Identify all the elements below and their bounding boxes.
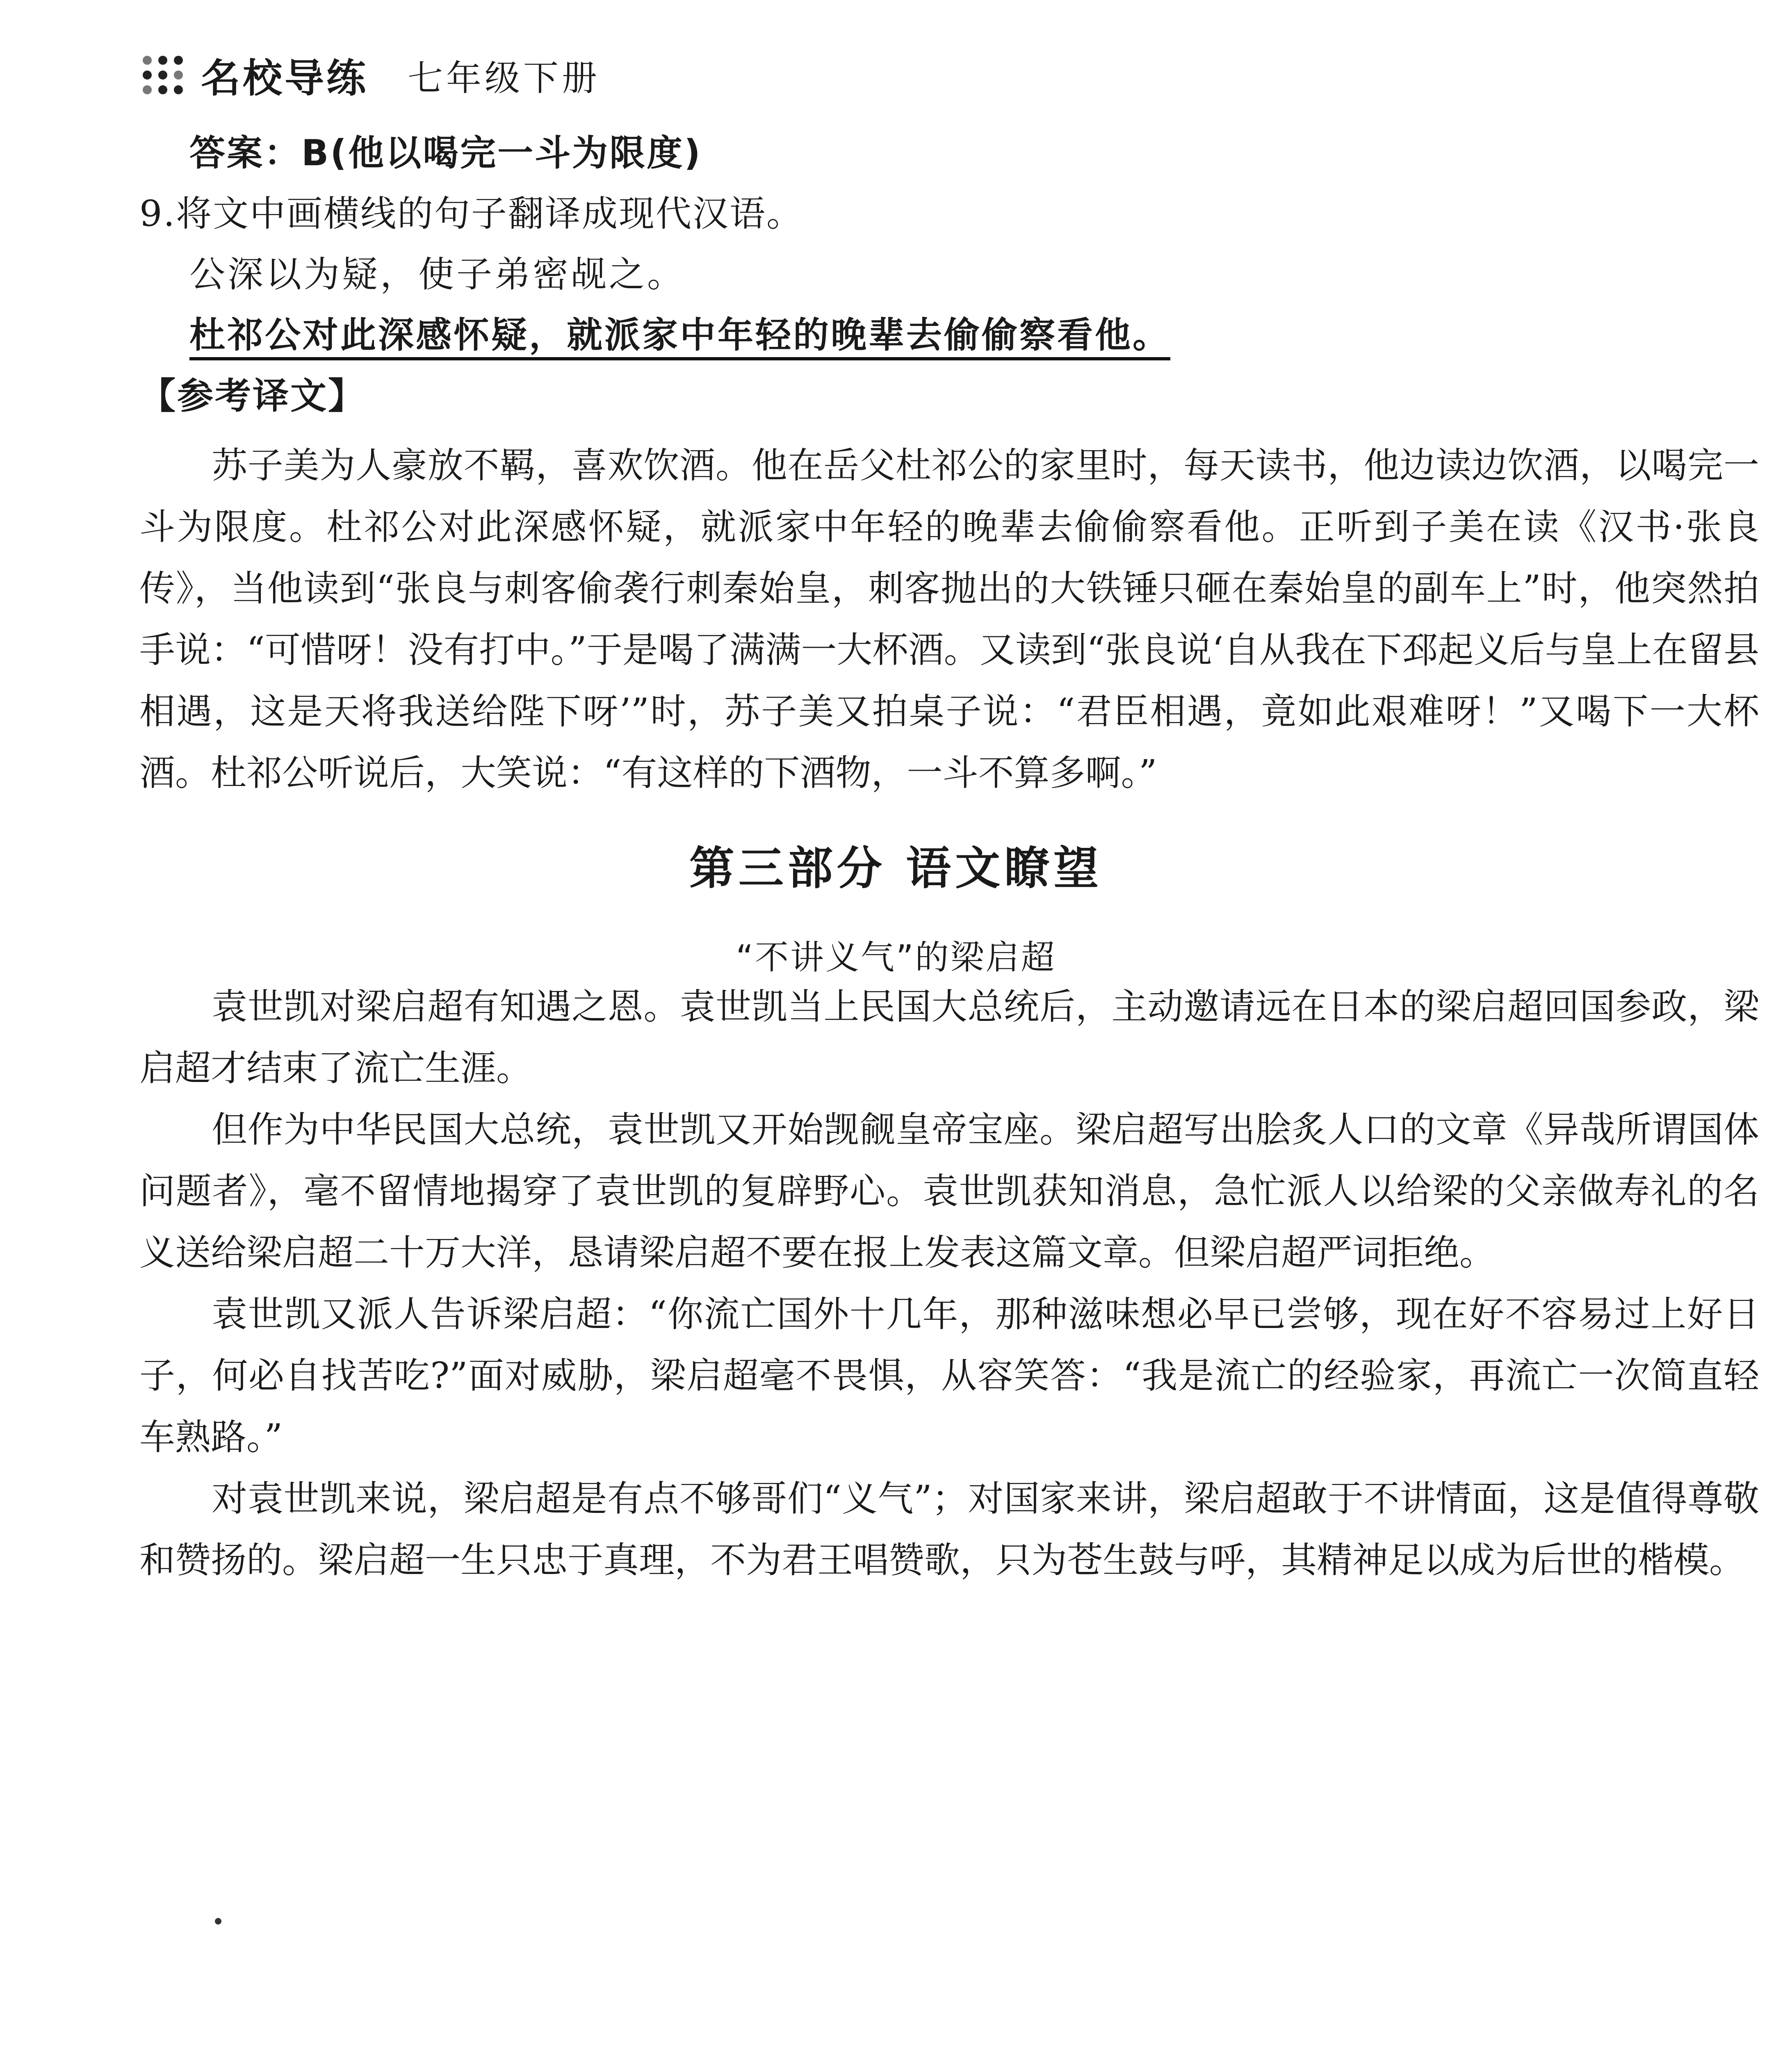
question-9-answer: 杜祁公对此深感怀疑，就派家中年轻的晚辈去偷偷察看他。 bbox=[189, 317, 1170, 360]
scan-speck bbox=[215, 1918, 221, 1925]
series-title: 名校导练 bbox=[201, 55, 368, 101]
grade-label: 七年级下册 bbox=[408, 58, 600, 99]
article-paragraph: 袁世凯对梁启超有知遇之恩。袁世凯当上民国大总统后，主动邀请远在日本的梁启超回国参政，梁启超才结束了流亡生涯。 bbox=[139, 986, 1759, 1089]
article-title: “不讲义气”的梁启超 bbox=[736, 938, 1056, 977]
dots-logo-icon bbox=[143, 56, 185, 94]
question-9-prompt: 9.将文中画横线的句子翻译成现代汉语。 bbox=[139, 193, 804, 235]
answer-line: 答案：B(他以喝完一斗为限度) bbox=[189, 132, 702, 174]
section-title: 第三部分 语文瞭望 bbox=[689, 842, 1103, 895]
reference-translation: 苏子美为人豪放不羁，喜欢饮酒。他在岳父杜祁公的家里时，每天读书，他边读边饮酒，以喝完一斗为限度。杜祁公对此深感怀疑，就派家中年轻的晚辈去偷偷察看他。正听到子美在读《汉书·张良传》，当他读到“张良与刺客偷袭行刺秦始皇，刺客抛出的大铁锤只砸在秦始皇的副车上”时，他突然拍手说：“可惜呀！没有打中。”于是喝了满满一大杯酒。又读到“张良说‘自从我在下邳起义后与皇上在留县相遇，这是天将我送给陛下呀’”时，苏子美又拍桌子说：“君臣相遇，竟如此艰难呀！”又喝下一大杯酒。杜祁公听说后，大笑说：“有这样的下酒物，一斗不算多啊。” bbox=[139, 444, 1759, 794]
question-9-original-sentence: 公深以为疑，使子弟密觇之。 bbox=[189, 253, 685, 295]
reference-heading: 【参考译文】 bbox=[139, 375, 366, 417]
article-paragraph: 对袁世凯来说，梁启超是有点不够哥们“义气”；对国家来讲，梁启超敢于不讲情面，这是值得尊敬和赞扬的。梁启超一生只忠于真理，不为君王唱赞歌，只为苍生鼓与呼，其精神足以成为后世的楷模。 bbox=[139, 1478, 1759, 1581]
article-paragraph: 但作为中华民国大总统，袁世凯又开始觊觎皇帝宝座。梁启超写出脍炙人口的文章《异哉所谓国体问题者》，毫不留情地揭穿了袁世凯的复辟野心。袁世凯获知消息，急忙派人以给梁的父亲做寿礼的名义送给梁启超二十万大洋，恳请梁启超不要在报上发表这篇文章。但梁启超严词拒绝。 bbox=[139, 1109, 1759, 1273]
article-paragraph: 袁世凯又派人告诉梁启超：“你流亡国外十几年，那种滋味想必早已尝够，现在好不容易过上好日子，何必自找苦吃?”面对威胁，梁启超毫不畏惧，从容笑答：“我是流亡的经验家，再流亡一次简直轻车熟路。” bbox=[139, 1293, 1759, 1458]
page-header bbox=[143, 44, 600, 106]
